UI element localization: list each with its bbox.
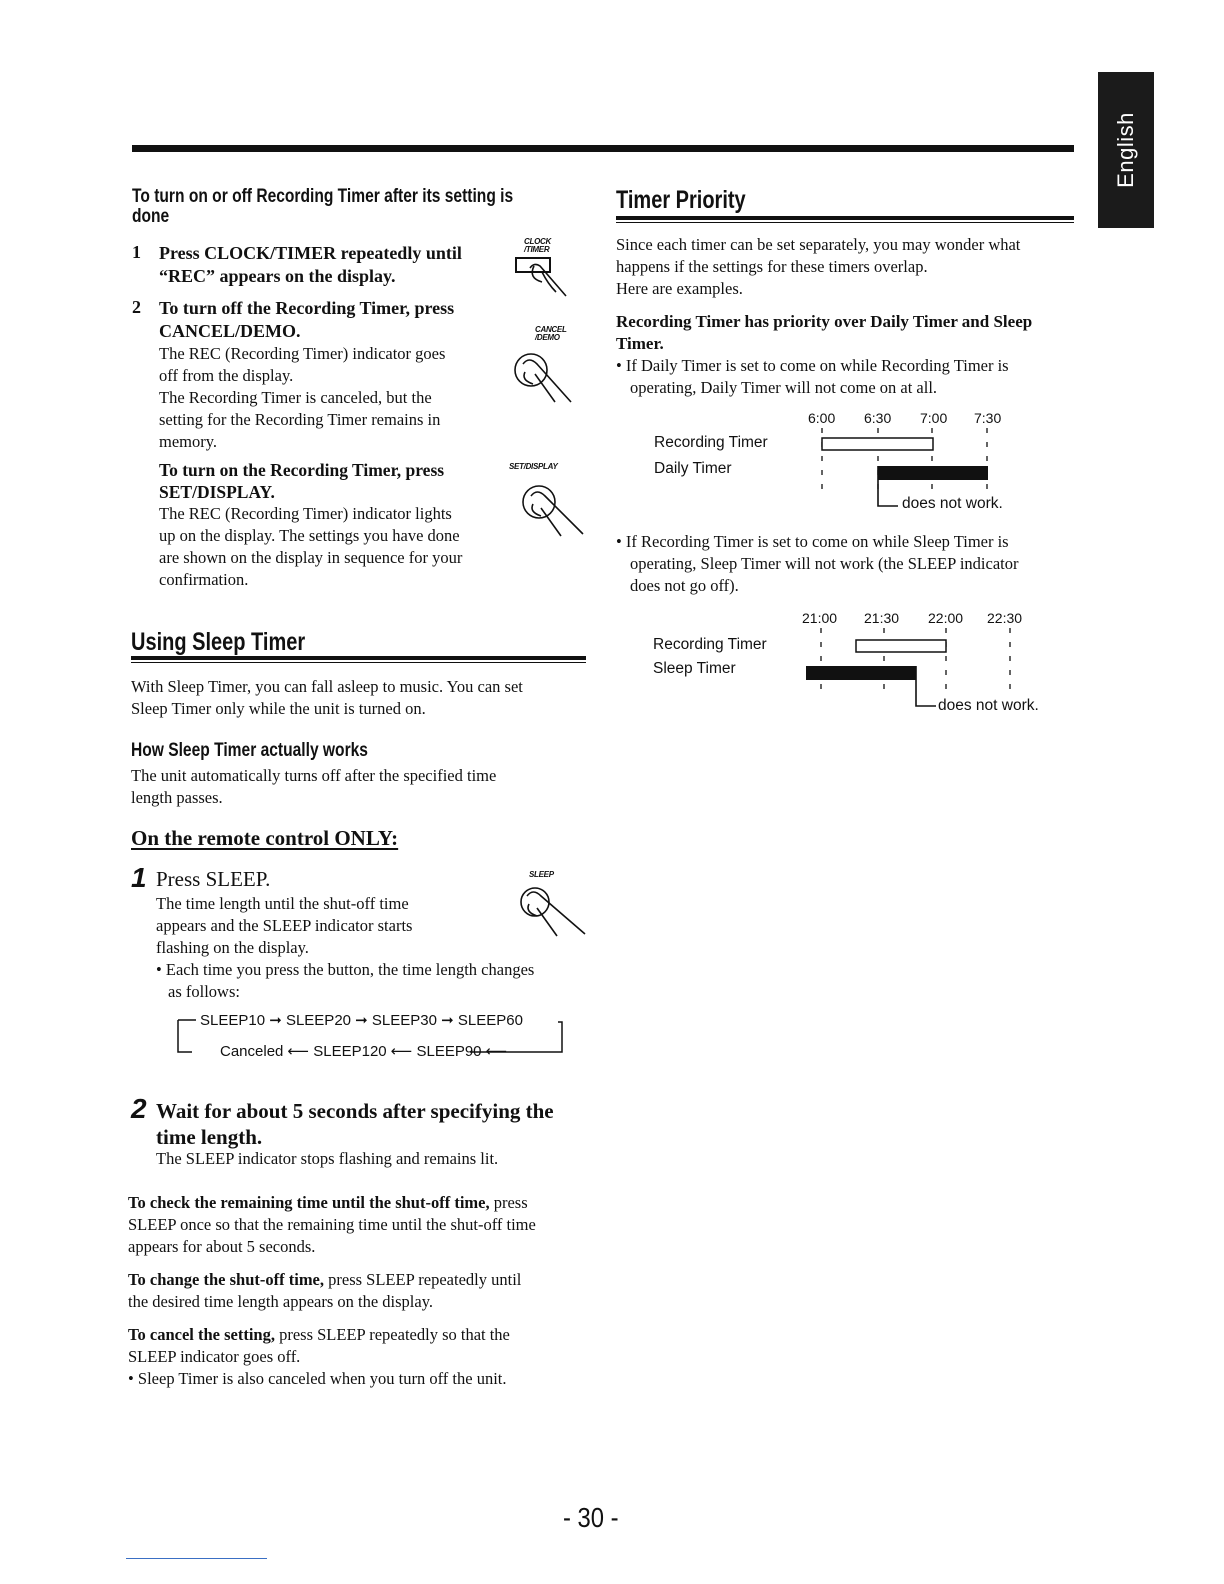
sequence-top-row: SLEEP10 ➞ SLEEP20 ➞ SLEEP30 ➞ SLEEP60	[200, 1012, 523, 1029]
time-tick: 21:30	[864, 610, 900, 626]
time-tick: 7:30	[974, 410, 1002, 426]
does-not-work-note: does not work.	[902, 495, 1003, 512]
seq-item: SLEEP120	[313, 1043, 387, 1060]
how-heading: How Sleep Timer actually works	[131, 740, 368, 761]
sleep-sequence	[170, 1010, 580, 1060]
sleep-step-2-title: Wait for about 5 seconds after specifying the time length.	[156, 1099, 554, 1149]
sleep-heading-rule-thin	[131, 662, 586, 663]
top-rule	[132, 145, 1074, 152]
sleep-step-1-bullet: • Each time you press the button, the time length changes as follows:	[156, 960, 535, 1001]
seq-item: SLEEP20	[285, 1012, 351, 1029]
step-2-body-4: setting for the Recording Timer remains in	[159, 410, 441, 429]
set-display-label: SET/DISPLAY	[509, 462, 558, 471]
time-tick: 7:00	[920, 410, 948, 426]
language-tab	[1098, 72, 1154, 228]
sequence-bottom-row: Canceled ⟵ SLEEP120 ⟵ SLEEP90 ⟵	[220, 1043, 508, 1060]
step-1-line-2: “REC” appears on the display.	[159, 266, 396, 286]
recording-timer-heading	[132, 186, 597, 228]
sleep-button-illustration	[505, 870, 595, 942]
priority-bullet-1: • If Daily Timer is set to come on while Recording Timer is operating, Daily Timer will not come on at all.	[616, 356, 1009, 397]
sleep-step-1-body: The time length until the shut-off time appears and the SLEEP indicator starts flashing on the display.	[156, 894, 413, 957]
footer-rule	[126, 1558, 267, 1559]
cancel-demo-button-illustration	[505, 326, 590, 410]
daily-timer-row-label: Daily Timer	[654, 460, 732, 477]
step-2-body-2: off from the display.	[159, 366, 294, 385]
timer-diagram-1	[650, 408, 1050, 518]
step-2-line-2: CANCEL/DEMO.	[159, 321, 301, 341]
priority-heading-rule	[616, 216, 1074, 220]
priority-heading-rule-thin	[616, 222, 1074, 223]
recording-timer-row-label: Recording Timer	[654, 434, 768, 451]
time-tick: 22:30	[987, 610, 1023, 626]
sleep-step-1-title: Press SLEEP.	[156, 867, 271, 891]
seq-item: SLEEP60	[457, 1012, 523, 1029]
hand-press-icon	[505, 478, 595, 550]
sleep-button-label: SLEEP	[529, 870, 554, 879]
language-tab-label: English	[1113, 112, 1138, 188]
priority-bullet-2: • If Recording Timer is set to come on while Sleep Timer is operating, Sleep Timer will not work (the SLEEP indicator does not go off).	[616, 532, 1019, 595]
sleep-timer-heading: Using Sleep Timer	[131, 628, 306, 656]
how-body: The unit automatically turns off after the specified time length passes.	[131, 766, 497, 807]
sleep-timer-row-label: Sleep Timer	[653, 660, 736, 677]
hand-press-icon	[512, 252, 592, 302]
sleep-intro: With Sleep Timer, you can fall asleep to music. You can set Sleep Timer only while the unit is turned on.	[131, 677, 523, 718]
step-2-line-1: To turn off the Recording Timer, press	[159, 298, 455, 318]
seq-item: SLEEP90	[416, 1043, 482, 1060]
time-tick: 6:30	[864, 410, 892, 426]
cancel-paragraph: To cancel the setting, press SLEEP repeatedly so that the SLEEP indicator goes off. • Sleep Timer is also canceled when you turn off the unit.	[128, 1325, 510, 1388]
remote-heading: On the remote control ONLY:	[131, 826, 399, 850]
step-1-line-1: Press CLOCK/TIMER repeatedly until	[159, 243, 462, 263]
step-2-body-1: The REC (Recording Timer) indicator goes	[159, 344, 446, 363]
time-tick: 22:00	[928, 610, 964, 626]
clock-timer-button-illustration	[512, 238, 592, 300]
clock-timer-label: CLOCK /TIMER	[524, 237, 551, 254]
hand-press-icon	[505, 346, 590, 410]
step-2-body-3: The Recording Timer is canceled, but the	[159, 388, 432, 407]
cancel-demo-label: CANCEL /DEMO	[535, 325, 567, 342]
time-tick: 21:00	[802, 610, 838, 626]
page-number: - 30 -	[563, 1502, 619, 1533]
priority-intro: Since each timer can be set separately, you may wonder what happens if the settings for these timers overlap. Here are examples.	[616, 235, 1021, 298]
time-tick: 6:00	[808, 410, 836, 426]
step-2-block	[159, 297, 519, 591]
sleep-heading-rule	[131, 656, 586, 660]
step-2-number: 2	[132, 297, 141, 317]
hand-press-icon	[505, 882, 595, 942]
step-2-sub-body-1: The REC (Recording Timer) indicator lights	[159, 504, 452, 523]
timer-priority-heading: Timer Priority	[616, 186, 746, 214]
timer-diagram-2	[650, 608, 1060, 718]
seq-item: Canceled	[220, 1043, 284, 1060]
step-1-number: 1	[132, 242, 141, 262]
heading-line-1: To turn on or off Recording Timer after its setting is	[132, 186, 514, 207]
check-paragraph: To check the remaining time until the shut-off time, press SLEEP once so that the remaining time until the shut-off time appears for about 5 seconds.	[128, 1193, 536, 1256]
step-2-sub-body-2: up on the display. The settings you have done	[159, 526, 460, 545]
priority-rule-statement: Recording Timer has priority over Daily Timer and Sleep Timer.	[616, 312, 1033, 353]
step-1-text	[159, 242, 462, 288]
change-paragraph: To change the shut-off time, press SLEEP repeatedly until the desired time length appears on the display.	[128, 1270, 522, 1311]
seq-item: SLEEP30	[371, 1012, 437, 1029]
set-display-button-illustration	[505, 460, 595, 550]
step-2-body-5: memory.	[159, 432, 218, 451]
does-not-work-note: does not work.	[938, 697, 1039, 714]
step-2-sub-body-3: are shown on the display in sequence for your	[159, 548, 463, 567]
step-2-sub-line-2: SET/DISPLAY.	[159, 482, 275, 502]
step-2-sub-line-1: To turn on the Recording Timer, press	[159, 460, 445, 480]
step-2-sub-body-4: confirmation.	[159, 570, 249, 589]
seq-item: SLEEP10	[200, 1012, 266, 1029]
sleep-step-1-number: 1	[131, 862, 147, 893]
sleep-step-2-number: 2	[131, 1093, 147, 1124]
heading-line-2: done	[132, 206, 170, 227]
sleep-step-2-body: The SLEEP indicator stops flashing and remains lit.	[156, 1149, 499, 1168]
recording-timer-row-label: Recording Timer	[653, 636, 767, 653]
